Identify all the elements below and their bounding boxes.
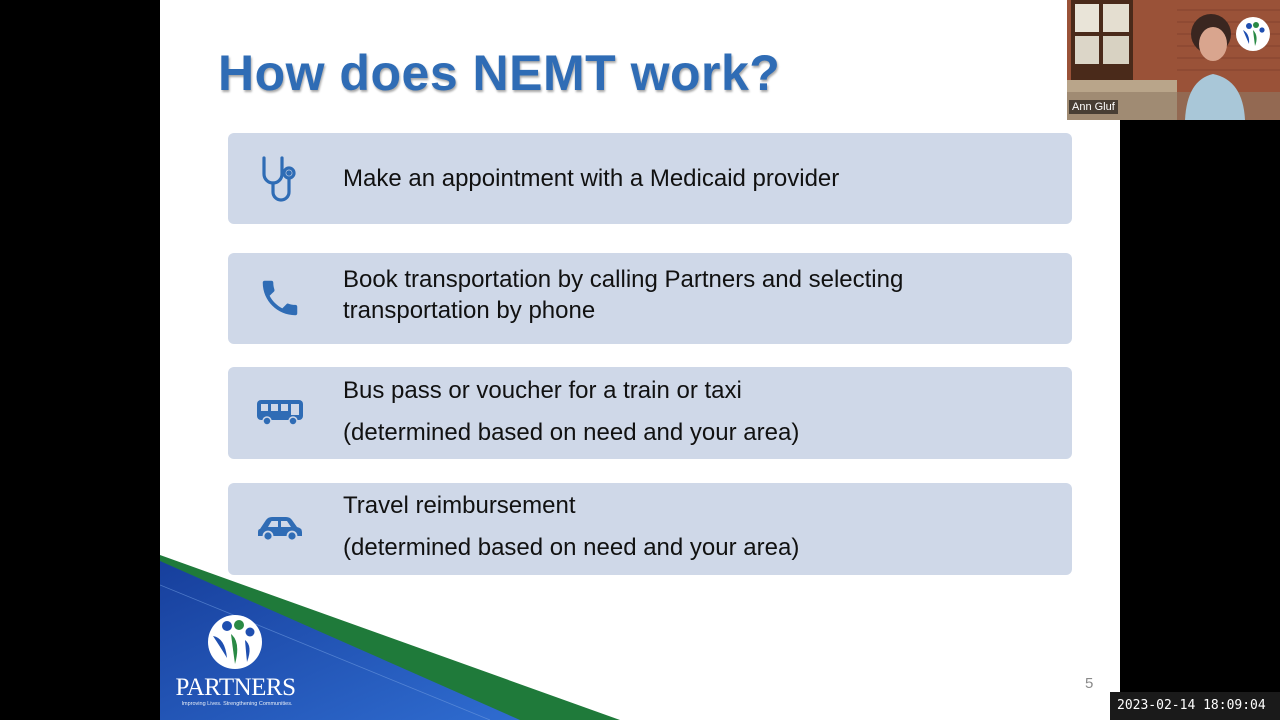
step-appointment bbox=[228, 133, 1072, 224]
logo-name: PARTNERS bbox=[175, 674, 296, 701]
step-text-line1: Bus pass or voucher for a train or taxi bbox=[343, 377, 742, 404]
slide bbox=[160, 0, 1120, 720]
slide-title: How does NEMT work? bbox=[218, 45, 781, 101]
step-book-transport bbox=[228, 253, 1072, 344]
partners-logo bbox=[168, 612, 303, 712]
step-text-line2: (determined based on need and your area) bbox=[343, 419, 800, 446]
partners-logo-mark bbox=[203, 612, 267, 672]
step-text-line1: Book transportation by calling Partners and selecting bbox=[343, 266, 904, 293]
step-text-line2: transportation by phone bbox=[343, 297, 596, 324]
step-text: Make an appointment with a Medicaid provider bbox=[343, 165, 840, 192]
step-text-line2: (determined based on need and your area) bbox=[343, 534, 800, 561]
page-number: 5 bbox=[1085, 675, 1094, 692]
step-bus-pass bbox=[228, 367, 1072, 459]
bus-icon bbox=[254, 387, 306, 439]
phone-icon bbox=[254, 272, 306, 324]
car-icon bbox=[254, 503, 306, 555]
stethoscope-icon bbox=[254, 153, 306, 205]
participant-name: Ann Gluf bbox=[1069, 100, 1118, 114]
participant-video[interactable] bbox=[1067, 0, 1280, 120]
recording-timestamp: 2023-02-14 18:09:04 bbox=[1110, 692, 1280, 720]
logo-tagline: Improving Lives. Strengthening Communities. bbox=[181, 701, 293, 707]
step-text-line1: Travel reimbursement bbox=[343, 492, 576, 519]
